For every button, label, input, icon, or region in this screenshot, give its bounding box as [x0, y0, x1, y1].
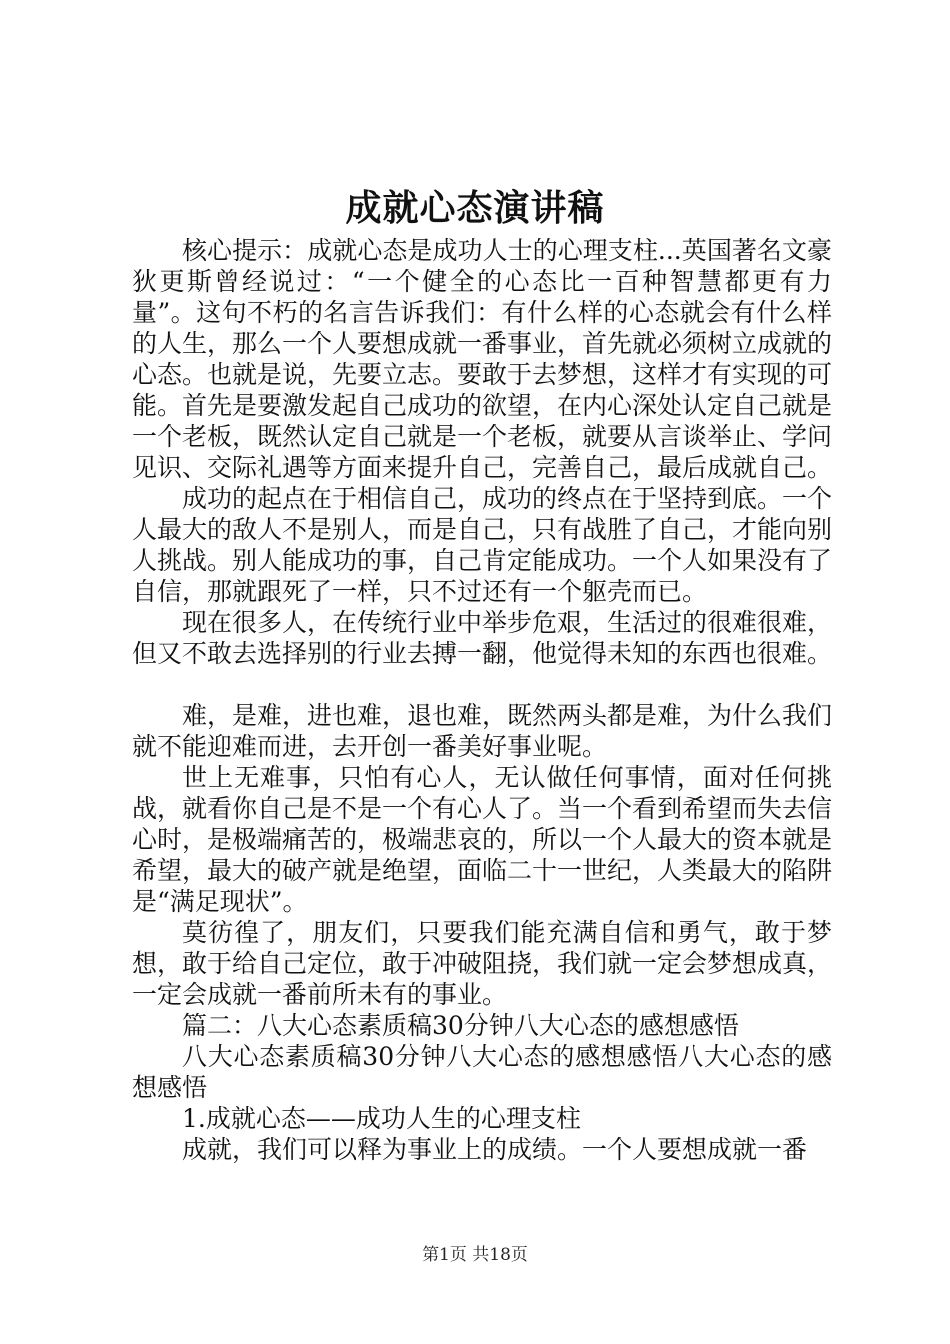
page-number: 第1页 共18页	[422, 1245, 528, 1265]
paragraph-hope: 世上无难事，只怕有心人，无认做任何事情，面对任何挑战，就看你自己是不是一个有心人了。当一个看到希望而失去信心时，是极端痛苦的，极端悲哀的，所以一个人最大的资本就是希望，最大的破产就是绝望，面临二十一世纪，人类最大的陷阱是“满足现状”。	[132, 763, 833, 916]
document-body	[132, 235, 832, 1165]
paragraph-confidence: 成功的起点在于相信自己，成功的终点在于坚持到底。一个人最大的敌人不是别人，而是自己，只有战胜了自己，才能向别人挑战。别人能成功的事，自己肯定能成功。一个人如果没有了自信，那就跟死了一样，只不过还有一个躯壳而已。	[132, 484, 833, 606]
paragraph-hard: 难，是难，进也难，退也难，既然两头都是难，为什么我们就不能迎难而进，去开创一番美好事业呢。	[132, 701, 833, 761]
list-item-heading: 1.成就心态——成功人生的心理支柱	[182, 1104, 581, 1133]
paragraph-achievement: 成就，我们可以释为事业上的成绩。一个人要想成就一番	[182, 1135, 808, 1164]
blank-line	[132, 669, 832, 700]
paragraph-difficulty: 现在很多人，在传统行业中举步危艰，生活过的很难很难，但又不敢去选择别的行业去搏一翻，他觉得未知的东西也很难。	[132, 608, 833, 668]
paragraph-section-intro: 八大心态素质稿30分钟八大心态的感想感悟八大心态的感想感悟	[132, 1042, 832, 1102]
section-heading: 篇二：八大心态素质稿30分钟八大心态的感想感悟	[182, 1011, 739, 1040]
document-title: 成就心态演讲稿	[345, 187, 605, 229]
paragraph-intro: 核心提示：成就心态是成功人士的心理支柱...英国著名文豪狄更斯曾经说过：“一个健全的心态比一百种智慧都更有力量”。这句不朽的名言告诉我们：有什么样的心态就会有什么样的人生，那么一个人要想成就一番事业，首先就必须树立成就的心态。也就是说，先要立志。要敢于去梦想，这样才有实现的可能。首先是要激发起自己成功的欲望，在内心深处认定自己就是一个老板，既然认定自己就是一个老板，就要从言谈举止、学问见识、交际礼遇等方面来提升自己，完善自己，最后成就自己。	[132, 236, 833, 482]
paragraph-courage: 莫彷徨了，朋友们，只要我们能充满自信和勇气，敢于梦想，敢于给自己定位，敢于冲破阻挠，我们就一定会梦想成真，一定会成就一番前所未有的事业。	[132, 918, 833, 1009]
